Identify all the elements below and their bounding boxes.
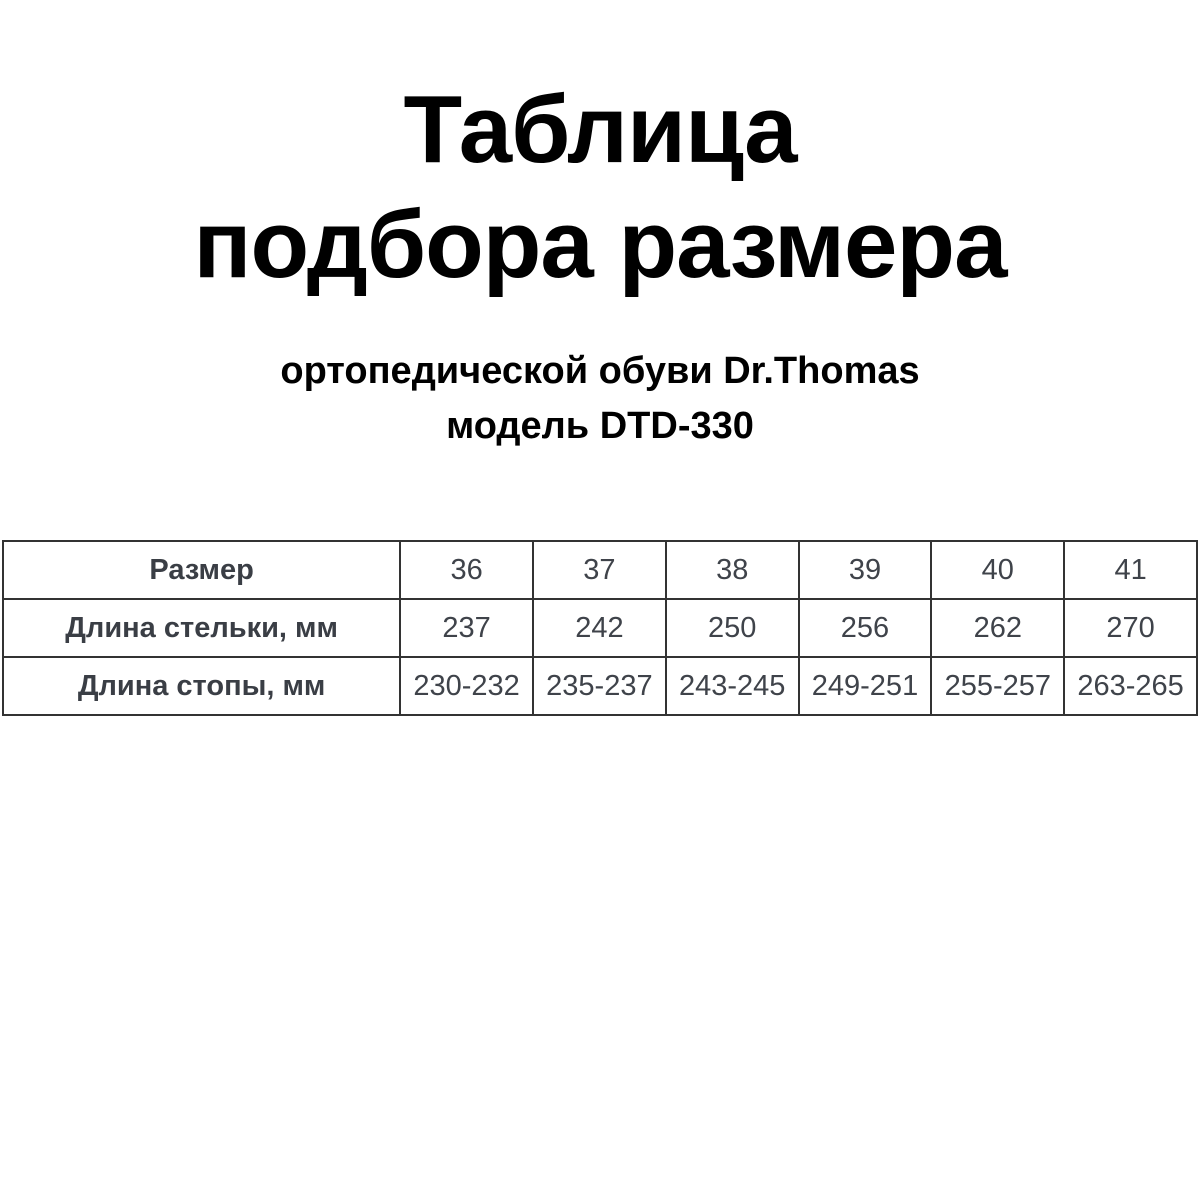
page-subtitle-line2: модель DTD-330 <box>446 405 754 448</box>
table-cell: 256 <box>799 599 932 657</box>
page-title-line1: Таблица <box>403 76 797 183</box>
table-row-size <box>3 541 1197 599</box>
table-cell: 39 <box>799 541 932 599</box>
table-cell: 237 <box>400 599 533 657</box>
size-table <box>2 540 1198 716</box>
table-cell: 270 <box>1064 599 1197 657</box>
page-title <box>0 0 1200 302</box>
table-cell: 36 <box>400 541 533 599</box>
table-cell: 249-251 <box>799 657 932 715</box>
table-cell: 262 <box>931 599 1064 657</box>
page-subtitle-line1: ортопедической обуви Dr.Thomas <box>280 350 920 393</box>
page-title-line2: подбора размера <box>193 191 1007 299</box>
table-cell: 41 <box>1064 541 1197 599</box>
table-cell: 230-232 <box>400 657 533 715</box>
table-cell: 38 <box>666 541 799 599</box>
table-cell: 242 <box>533 599 666 657</box>
row-label-foot-length: Длина стопы, мм <box>3 657 400 715</box>
size-table-container <box>2 540 1198 716</box>
table-cell: 243-245 <box>666 657 799 715</box>
table-row-insole-length <box>3 599 1197 657</box>
table-row-foot-length <box>3 657 1197 715</box>
table-cell: 37 <box>533 541 666 599</box>
table-cell: 263-265 <box>1064 657 1197 715</box>
table-cell: 40 <box>931 541 1064 599</box>
row-label-size: Размер <box>3 541 400 599</box>
table-cell: 235-237 <box>533 657 666 715</box>
row-label-insole-length: Длина стельки, мм <box>3 599 400 657</box>
page-subtitle <box>0 344 1200 454</box>
table-cell: 255-257 <box>931 657 1064 715</box>
table-cell: 250 <box>666 599 799 657</box>
